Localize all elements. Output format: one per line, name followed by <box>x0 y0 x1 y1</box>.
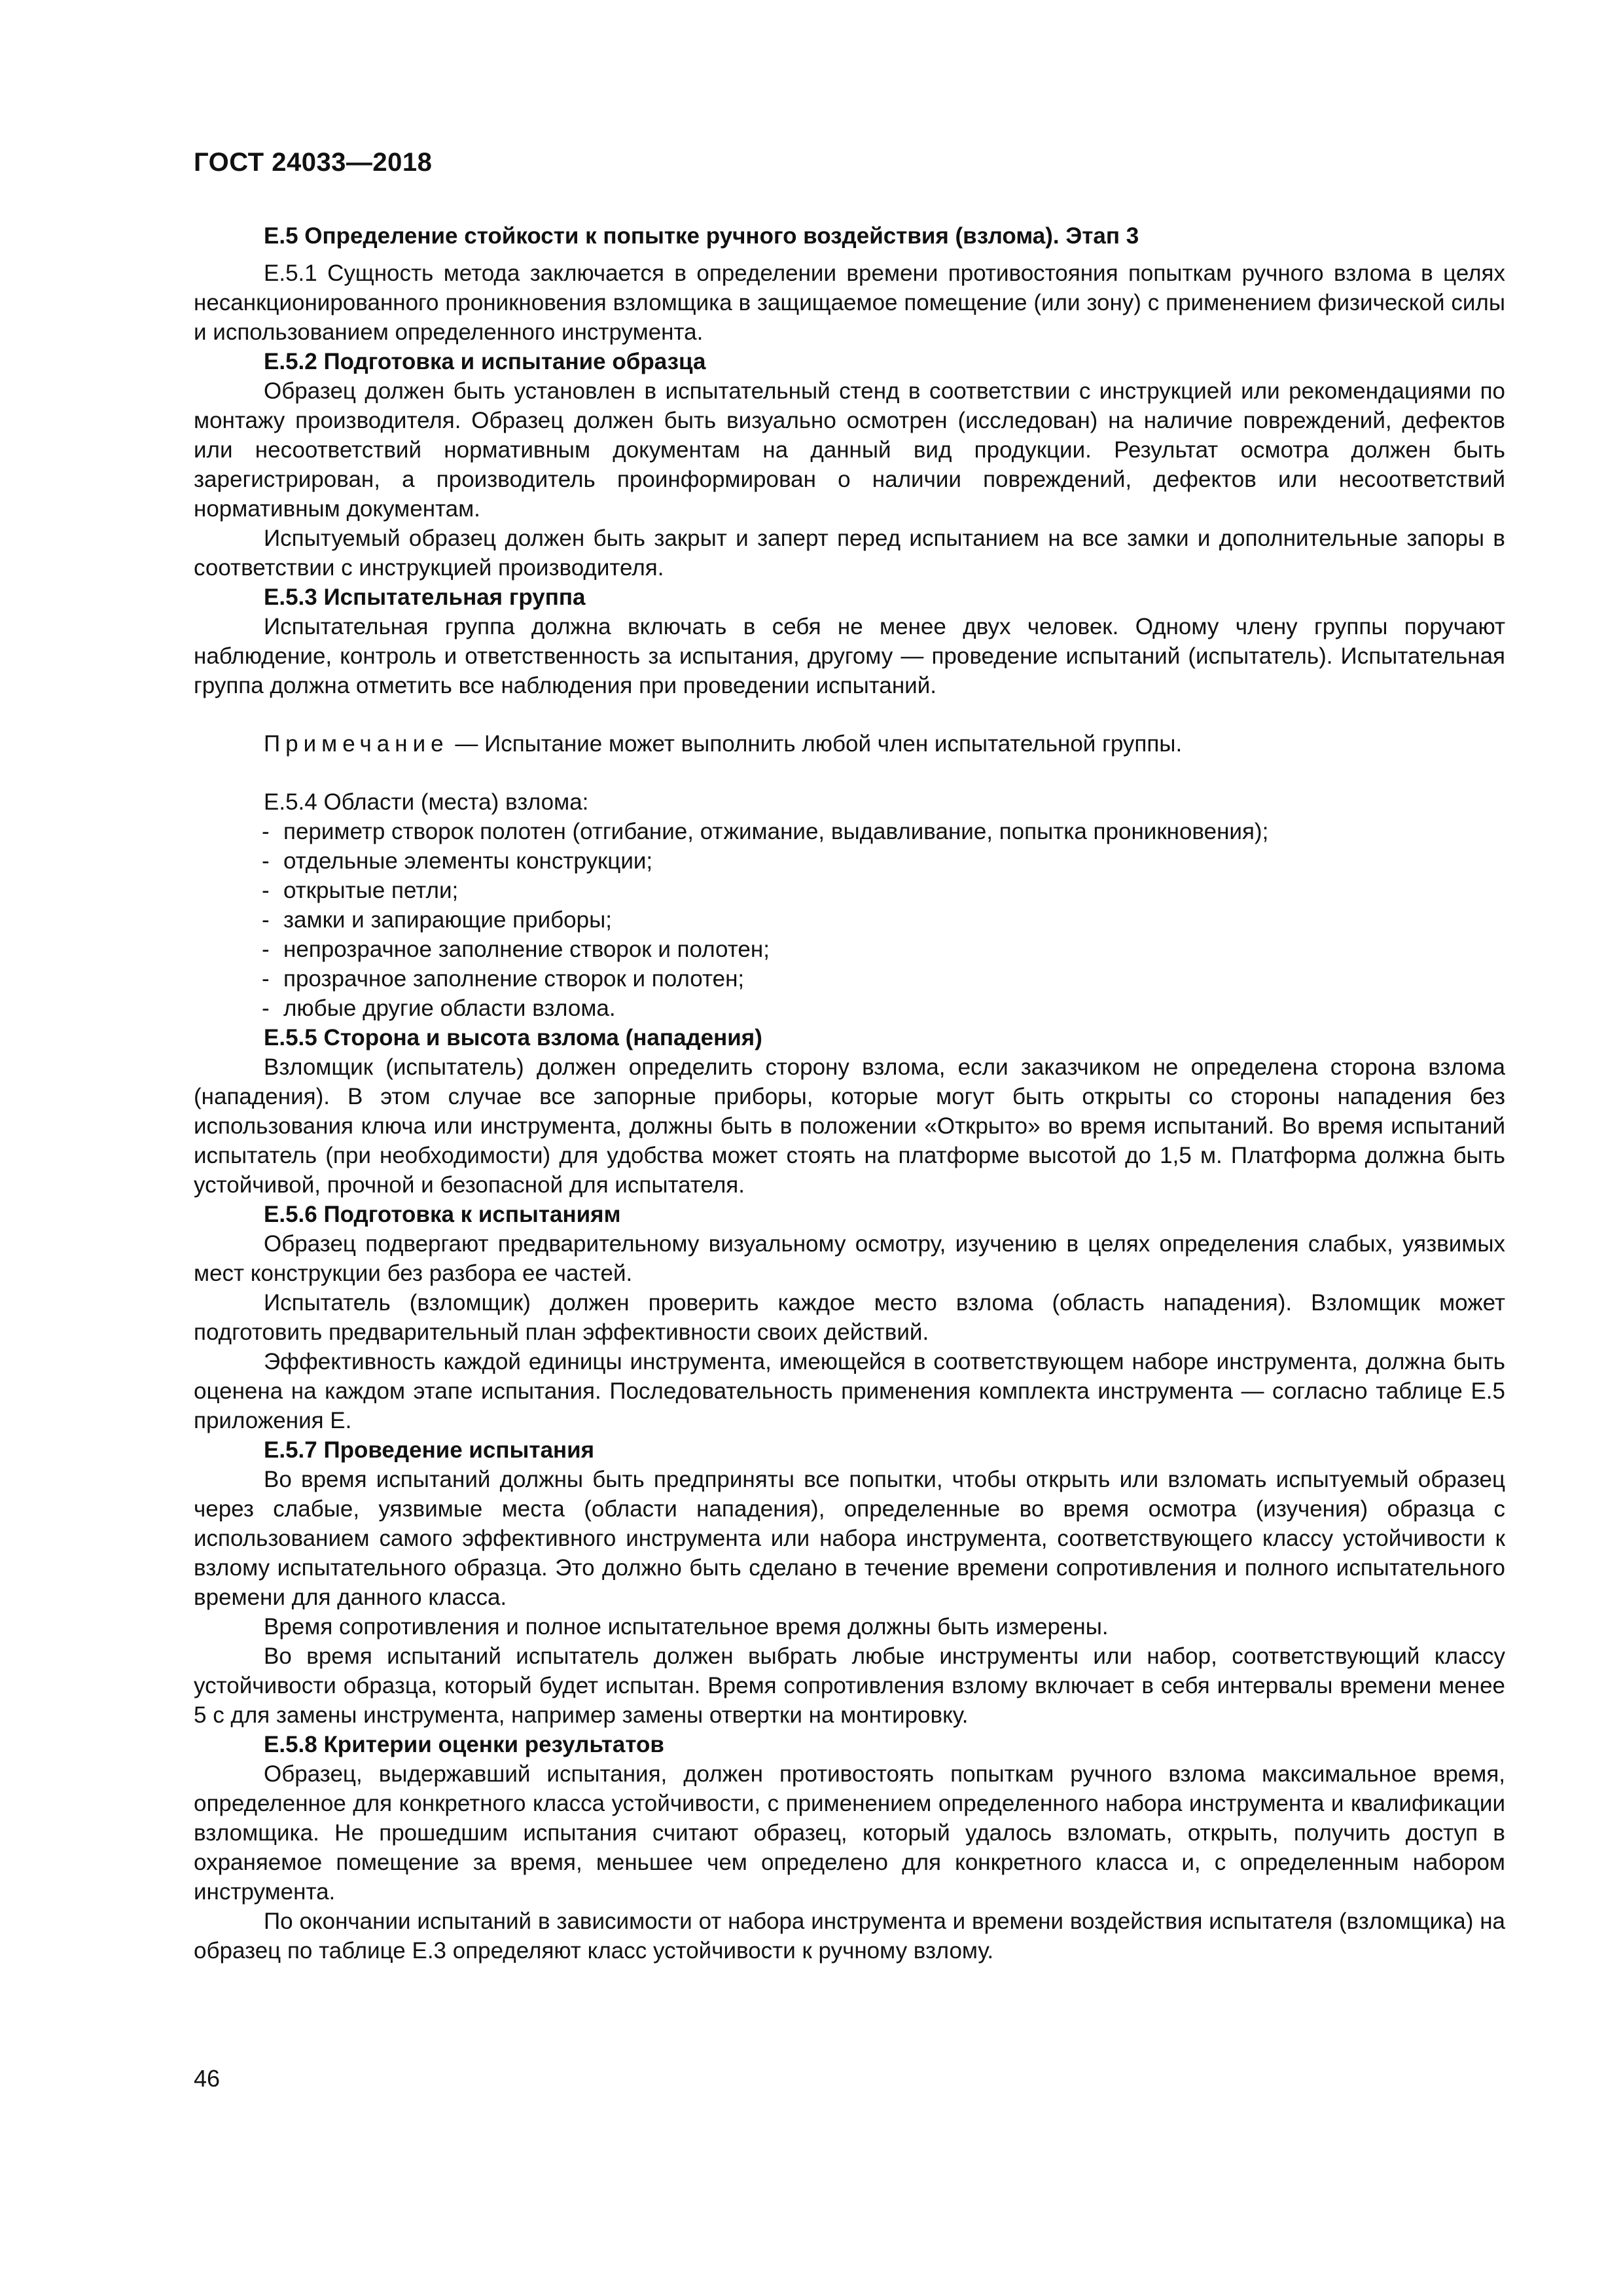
paragraph-e-5-7-b: Время сопротивления и полное испытательное время должны быть измерены. <box>264 1614 1109 1640</box>
note-text: — Испытание может выполнить любой член испытательной группы. <box>448 731 1183 757</box>
paragraph-e-5-3: Испытательная группа должна включать в себя не менее двух человек. Одному члену группы поручают наблюдение, контроль и ответственность за испытания, другому — проведение испытаний (испытатель). Испытательная группа должна отметить все наблюдения при проведении испытаний. <box>194 614 1505 698</box>
paragraph-e-5-7-a: Во время испытаний должны быть предприняты все попытки, чтобы открыть или взломать испытуемый образец через слабые, уязвимые места (области нападения), определенные во время осмотра (изучения) образца с использованием самого эффективного инструмента или набора инструмента, соответствующего классу устойчивости к взлому испытательного образца. Это должно быть сделано в течение времени сопротивления и полного испытательного времени для данного класса. <box>194 1467 1505 1610</box>
list-item: - непрозрачное заполнение створок и полотен; <box>262 937 770 962</box>
paragraph-e-5-2-b: Испытуемый образец должен быть закрыт и заперт перед испытанием на все замки и дополнительные запоры в соответствии с инструкцией производителя. <box>194 526 1505 581</box>
note <box>194 729 1505 759</box>
heading-e-5-2: Е.5.2 Подготовка и испытание образца <box>264 349 706 374</box>
heading-e-5-5: Е.5.5 Сторона и высота взлома (нападения) <box>264 1025 762 1050</box>
paragraph-e-5-6-a: Образец подвергают предварительному визуальному осмотру, изучению в целях определения слабых, уязвимых мест конструкции без разбора ее частей. <box>194 1231 1505 1286</box>
paragraph-e-5-7-c: Во время испытаний испытатель должен выбрать любые инструменты или набор, соответствующий классу устойчивости образца, который будет испытан. Время сопротивления взлому включает в себя интервалы времени менее 5 с для замены инструмента, например замены отвертки на монтировку. <box>194 1643 1505 1728</box>
list-item: - открытые петли; <box>262 878 459 903</box>
heading-e-5-7: Е.5.7 Проведение испытания <box>264 1437 595 1463</box>
list-item: - любые другие области взлома. <box>262 996 616 1021</box>
paragraph-e-5-2-a: Образец должен быть установлен в испытательный стенд в соответствии с инструкцией или рекомендациями по монтажу производителя. Образец должен быть визуально осмотрен (исследован) на наличие повреждений, дефектов или несоответствий нормативным документам на данный вид продукции. Результат осмотра должен быть зарегистрирован, а производитель проинформирован о наличии повреждений, дефектов или несоответствий нормативным документам. <box>194 378 1505 522</box>
paragraph-e-5-5: Взломщик (испытатель) должен определить сторону взлома, если заказчиком не определена сторона взлома (нападения). В этом случае все запорные приборы, которые могут быть открыты со стороны нападения без использования ключа или инструмента, должны быть в положении «Открыто» во время испытаний. Во время испытаний испытатель (при необходимости) для удобства может стоять на платформе высотой до 1,5 м. Платформа должна быть устойчивой, прочной и безопасной для испытателя. <box>194 1054 1505 1198</box>
list-item: - прозрачное заполнение створок и полотен; <box>262 966 745 992</box>
note-label: Примечание <box>264 731 449 757</box>
document-body <box>194 221 1505 1965</box>
heading-e-5-6: Е.5.6 Подготовка к испытаниям <box>264 1202 621 1227</box>
paragraph-e-5-8-b: По окончании испытаний в зависимости от набора инструмента и времени воздействия испытателя (взломщика) на образец по таблице Е.3 определяют класс устойчивости к ручному взлому. <box>194 1909 1505 1964</box>
list-item: - отдельные элементы конструкции; <box>262 848 653 874</box>
list-item: - периметр створок полотен (отгибание, отжимание, выдавливание, попытка проникновения); <box>262 819 1269 844</box>
paragraph-e-5-8-a: Образец, выдержавший испытания, должен противостоять попыткам ручного взлома максимальное время, определенное для конкретного класса устойчивости, с применением определенного набора инструмента и квалификации взломщика. Не прошедшим испытания считают образец, который удалось взломать, открыть, получить доступ в охраняемое помещение за время, меньшее чем определено для конкретного класса и, с определенным набором инструмента. <box>194 1761 1505 1905</box>
heading-e-5-3: Е.5.3 Испытательная группа <box>264 584 586 610</box>
paragraph-e-5-6-c: Эффективность каждой единицы инструмента, имеющейся в соответствующем наборе инструмента, должна быть оценена на каждом этапе испытания. Последовательность применения комплекта инструмента — согласно таблице Е.5 приложения Е. <box>194 1349 1505 1433</box>
list-item: - замки и запирающие приборы; <box>262 907 612 933</box>
heading-e-5-8: Е.5.8 Критерии оценки результатов <box>264 1732 664 1757</box>
paragraph-e-5-4: Е.5.4 Области (места) взлома: <box>264 789 589 815</box>
paragraph-e-5-6-b: Испытатель (взломщик) должен проверить каждое место взлома (область нападения). Взломщик может подготовить предварительный план эффективности своих действий. <box>194 1290 1505 1345</box>
page-number: 46 <box>194 2065 221 2092</box>
document-code: ГОСТ 24033—2018 <box>194 148 433 177</box>
break-in-areas-list <box>194 817 1505 1023</box>
paragraph-e-5-1: Е.5.1 Сущность метода заключается в определении времени противостояния попыткам ручного взлома в целях несанкционированного проникновения взломщика в защищаемое помещение (или зону) с применением физической силы и использованием определенного инструмента. <box>194 260 1505 345</box>
section-title: Е.5 Определение стойкости к попытке ручного воздействия (взлома). Этап 3 <box>264 223 1139 249</box>
